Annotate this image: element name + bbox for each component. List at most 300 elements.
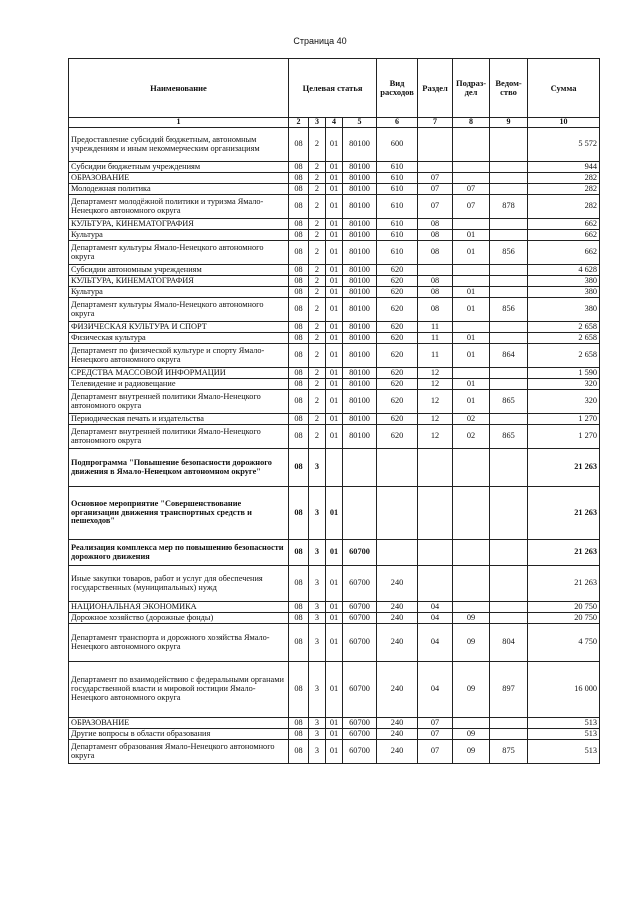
target-code-program-cell: 08 (289, 379, 309, 390)
target-code-subprogram-cell: 2 (309, 195, 326, 219)
table-row (69, 414, 600, 425)
department-cell (490, 184, 528, 195)
target-code-program-cell: 08 (289, 390, 309, 414)
subsection-cell: 02 (453, 414, 490, 425)
section-cell: 12 (418, 425, 453, 449)
department-cell (490, 287, 528, 298)
sum-cell: 513 (528, 729, 600, 740)
department-cell (490, 276, 528, 287)
target-code-program-cell: 08 (289, 219, 309, 230)
row-name-cell: Департамент молодёжной политики и туризма Ямало-Ненецкого автономного округа (69, 195, 289, 219)
target-code-subprogram-cell: 2 (309, 368, 326, 379)
subsection-cell: 01 (453, 333, 490, 344)
table-row (69, 241, 600, 265)
expense-kind-cell: 610 (377, 184, 418, 195)
target-code-direction-cell: 60700 (343, 662, 377, 718)
target-code-subprogram-cell: 2 (309, 265, 326, 276)
target-code-event-cell: 01 (326, 298, 343, 322)
subsection-cell: 07 (453, 195, 490, 219)
row-name-cell: Департамент по физической культуре и спорту Ямало-Ненецкого автономного округа (69, 344, 289, 368)
row-name-cell: Основное мероприятие "Совершенствование организации движения транспортных средств и пешеходов" (69, 487, 289, 540)
department-cell (490, 449, 528, 487)
subsection-cell (453, 265, 490, 276)
target-code-subprogram-cell: 2 (309, 390, 326, 414)
target-code-program-cell: 08 (289, 184, 309, 195)
section-cell: 08 (418, 219, 453, 230)
target-code-event-cell: 01 (326, 195, 343, 219)
target-code-subprogram-cell: 2 (309, 230, 326, 241)
subsection-cell (453, 540, 490, 566)
target-code-event-cell: 01 (326, 487, 343, 540)
expense-kind-cell: 240 (377, 662, 418, 718)
target-code-subprogram-cell: 2 (309, 425, 326, 449)
target-code-direction-cell: 80100 (343, 128, 377, 162)
target-code-subprogram-cell: 3 (309, 566, 326, 602)
target-code-direction-cell: 80100 (343, 333, 377, 344)
target-code-direction-cell: 80100 (343, 368, 377, 379)
column-number: 2 (289, 118, 309, 128)
sum-cell: 16 000 (528, 662, 600, 718)
target-code-subprogram-cell: 3 (309, 540, 326, 566)
row-name-cell: КУЛЬТУРА, КИНЕМАТОГРАФИЯ (69, 276, 289, 287)
department-cell: 856 (490, 298, 528, 322)
column-number: 10 (528, 118, 600, 128)
subsection-cell (453, 322, 490, 333)
row-name-cell: КУЛЬТУРА, КИНЕМАТОГРАФИЯ (69, 219, 289, 230)
section-cell: 08 (418, 276, 453, 287)
target-code-subprogram-cell: 2 (309, 219, 326, 230)
target-code-subprogram-cell: 3 (309, 602, 326, 613)
expense-kind-cell: 620 (377, 333, 418, 344)
section-cell: 04 (418, 624, 453, 662)
expense-kind-cell: 240 (377, 740, 418, 764)
table-row (69, 540, 600, 566)
target-code-event-cell: 01 (326, 322, 343, 333)
target-code-event-cell: 01 (326, 425, 343, 449)
subsection-cell: 01 (453, 230, 490, 241)
target-code-subprogram-cell: 3 (309, 662, 326, 718)
expense-kind-cell: 240 (377, 729, 418, 740)
target-code-event-cell: 01 (326, 230, 343, 241)
expense-kind-cell: 620 (377, 414, 418, 425)
target-code-program-cell: 08 (289, 718, 309, 729)
subsection-cell (453, 566, 490, 602)
column-number: 4 (326, 118, 343, 128)
expense-kind-cell: 610 (377, 173, 418, 184)
subsection-cell: 01 (453, 344, 490, 368)
table-row (69, 162, 600, 173)
target-code-program-cell: 08 (289, 265, 309, 276)
section-cell: 04 (418, 613, 453, 624)
table-body (69, 128, 600, 764)
target-code-event-cell: 01 (326, 184, 343, 195)
expense-kind-cell: 620 (377, 425, 418, 449)
table-row (69, 333, 600, 344)
section-cell: 07 (418, 718, 453, 729)
sum-cell: 380 (528, 276, 600, 287)
department-cell (490, 162, 528, 173)
section-cell (418, 449, 453, 487)
column-number: 9 (490, 118, 528, 128)
expense-kind-cell: 620 (377, 265, 418, 276)
target-code-subprogram-cell: 2 (309, 322, 326, 333)
expense-kind-cell: 620 (377, 322, 418, 333)
section-cell: 07 (418, 729, 453, 740)
sum-cell: 513 (528, 718, 600, 729)
department-cell (490, 718, 528, 729)
row-name-cell: ОБРАЗОВАНИЕ (69, 718, 289, 729)
department-cell: 865 (490, 390, 528, 414)
target-code-event-cell: 01 (326, 379, 343, 390)
table-row (69, 265, 600, 276)
section-cell: 12 (418, 390, 453, 414)
sum-cell: 662 (528, 241, 600, 265)
sum-cell: 2 658 (528, 322, 600, 333)
target-code-subprogram-cell: 2 (309, 344, 326, 368)
subsection-cell (453, 449, 490, 487)
target-code-event-cell: 01 (326, 241, 343, 265)
sum-cell: 944 (528, 162, 600, 173)
target-code-direction-cell: 80100 (343, 287, 377, 298)
column-number: 1 (69, 118, 289, 128)
section-cell: 07 (418, 184, 453, 195)
section-cell (418, 566, 453, 602)
expense-kind-cell: 620 (377, 298, 418, 322)
row-name-cell: ФИЗИЧЕСКАЯ КУЛЬТУРА И СПОРТ (69, 322, 289, 333)
table-row (69, 195, 600, 219)
sum-cell: 513 (528, 740, 600, 764)
subsection-cell: 01 (453, 379, 490, 390)
expense-kind-cell: 240 (377, 718, 418, 729)
expense-kind-cell: 610 (377, 219, 418, 230)
target-code-subprogram-cell: 2 (309, 276, 326, 287)
sum-cell: 282 (528, 173, 600, 184)
row-name-cell: Реализация комплекса мер по повышению безопасности дорожного движения (69, 540, 289, 566)
table-row (69, 566, 600, 602)
target-code-program-cell: 08 (289, 368, 309, 379)
target-code-direction-cell: 60700 (343, 740, 377, 764)
target-code-event-cell: 01 (326, 265, 343, 276)
sum-cell: 1 270 (528, 425, 600, 449)
expense-kind-cell: 610 (377, 230, 418, 241)
row-name-cell: Периодическая печать и издательства (69, 414, 289, 425)
target-code-direction-cell: 80100 (343, 322, 377, 333)
section-cell: 04 (418, 662, 453, 718)
target-code-event-cell: 01 (326, 740, 343, 764)
row-name-cell: Предоставление субсидий бюджетным, автономным учреждениям и иным некоммерческим организациям (69, 128, 289, 162)
sum-cell: 20 750 (528, 613, 600, 624)
subsection-cell: 01 (453, 241, 490, 265)
expense-kind-cell (377, 487, 418, 540)
department-cell: 875 (490, 740, 528, 764)
row-name-cell: Департамент образования Ямало-Ненецкого автономного округа (69, 740, 289, 764)
section-cell (418, 540, 453, 566)
table-row (69, 173, 600, 184)
header-section: Раздел (418, 59, 453, 118)
department-cell (490, 128, 528, 162)
target-code-program-cell: 08 (289, 487, 309, 540)
section-cell: 12 (418, 414, 453, 425)
expense-kind-cell: 610 (377, 241, 418, 265)
sum-cell: 21 263 (528, 449, 600, 487)
sum-cell: 21 263 (528, 540, 600, 566)
row-name-cell: Физическая культура (69, 333, 289, 344)
department-cell (490, 333, 528, 344)
department-cell: 864 (490, 344, 528, 368)
target-code-event-cell: 01 (326, 390, 343, 414)
table-row (69, 184, 600, 195)
subsection-cell (453, 368, 490, 379)
table-row (69, 613, 600, 624)
target-code-program-cell: 08 (289, 298, 309, 322)
expense-kind-cell: 620 (377, 379, 418, 390)
subsection-cell: 09 (453, 729, 490, 740)
expense-kind-cell: 620 (377, 344, 418, 368)
target-code-direction-cell: 80100 (343, 230, 377, 241)
target-code-direction-cell: 80100 (343, 344, 377, 368)
section-cell: 11 (418, 333, 453, 344)
target-code-event-cell: 01 (326, 729, 343, 740)
table-row (69, 287, 600, 298)
sum-cell: 21 263 (528, 566, 600, 602)
table-row (69, 298, 600, 322)
table-row (69, 322, 600, 333)
target-code-subprogram-cell: 2 (309, 333, 326, 344)
table-row (69, 718, 600, 729)
sum-cell: 1 270 (528, 414, 600, 425)
sum-cell: 2 658 (528, 344, 600, 368)
target-code-event-cell: 01 (326, 162, 343, 173)
table-row (69, 230, 600, 241)
table-row (69, 624, 600, 662)
target-code-program-cell: 08 (289, 624, 309, 662)
target-code-subprogram-cell: 3 (309, 449, 326, 487)
target-code-program-cell: 08 (289, 740, 309, 764)
target-code-subprogram-cell: 3 (309, 613, 326, 624)
department-cell (490, 219, 528, 230)
subsection-cell (453, 219, 490, 230)
target-code-subprogram-cell: 2 (309, 128, 326, 162)
target-code-direction-cell (343, 449, 377, 487)
target-code-direction-cell: 80100 (343, 184, 377, 195)
section-cell: 11 (418, 344, 453, 368)
target-code-subprogram-cell: 3 (309, 487, 326, 540)
subsection-cell (453, 162, 490, 173)
target-code-subprogram-cell: 2 (309, 241, 326, 265)
subsection-cell: 09 (453, 740, 490, 764)
target-code-event-cell: 01 (326, 613, 343, 624)
target-code-direction-cell: 80100 (343, 298, 377, 322)
subsection-cell: 07 (453, 184, 490, 195)
target-code-program-cell: 08 (289, 729, 309, 740)
subsection-cell: 01 (453, 298, 490, 322)
section-cell: 08 (418, 287, 453, 298)
sum-cell: 282 (528, 184, 600, 195)
row-name-cell: Департамент внутренней политики Ямало-Ненецкого автономного округа (69, 425, 289, 449)
subsection-cell: 02 (453, 425, 490, 449)
row-name-cell: Департамент внутренней политики Ямало-Ненецкого автономного округа (69, 390, 289, 414)
column-number-row (69, 118, 600, 128)
row-name-cell: Департамент культуры Ямало-Ненецкого автономного округа (69, 298, 289, 322)
sum-cell: 5 572 (528, 128, 600, 162)
target-code-event-cell: 01 (326, 540, 343, 566)
table-row (69, 602, 600, 613)
expense-kind-cell: 600 (377, 128, 418, 162)
target-code-direction-cell: 80100 (343, 241, 377, 265)
target-code-subprogram-cell: 2 (309, 162, 326, 173)
target-code-event-cell: 01 (326, 566, 343, 602)
target-code-direction-cell: 80100 (343, 425, 377, 449)
target-code-event-cell: 01 (326, 602, 343, 613)
row-name-cell: Департамент по взаимодействию с федеральными органами государственной власти и мировой юстиции Ямало-Ненецкого автономного округа (69, 662, 289, 718)
target-code-event-cell: 01 (326, 276, 343, 287)
target-code-program-cell: 08 (289, 173, 309, 184)
department-cell (490, 368, 528, 379)
header-name: Наименование (69, 59, 289, 118)
department-cell (490, 602, 528, 613)
section-cell (418, 162, 453, 173)
expense-kind-cell: 610 (377, 162, 418, 173)
target-code-program-cell: 08 (289, 602, 309, 613)
sum-cell: 20 750 (528, 602, 600, 613)
row-name-cell: Дорожное хозяйство (дорожные фонды) (69, 613, 289, 624)
row-name-cell: Департамент транспорта и дорожного хозяйства Ямало-Ненецкого автономного округа (69, 624, 289, 662)
target-code-event-cell: 01 (326, 624, 343, 662)
expense-kind-cell: 620 (377, 287, 418, 298)
target-code-event-cell: 01 (326, 718, 343, 729)
page-number-label: Страница 40 (293, 36, 347, 46)
section-cell: 12 (418, 379, 453, 390)
table-row (69, 276, 600, 287)
subsection-cell (453, 602, 490, 613)
subsection-cell (453, 128, 490, 162)
target-code-direction-cell: 80100 (343, 414, 377, 425)
table-row (69, 344, 600, 368)
sum-cell: 1 590 (528, 368, 600, 379)
target-code-program-cell: 08 (289, 613, 309, 624)
section-cell: 07 (418, 740, 453, 764)
expense-kind-cell: 620 (377, 276, 418, 287)
target-code-program-cell: 08 (289, 425, 309, 449)
sum-cell: 380 (528, 287, 600, 298)
department-cell: 856 (490, 241, 528, 265)
department-cell: 804 (490, 624, 528, 662)
department-cell (490, 173, 528, 184)
department-cell (490, 322, 528, 333)
table-row (69, 662, 600, 718)
target-code-event-cell: 01 (326, 128, 343, 162)
target-code-program-cell: 08 (289, 195, 309, 219)
table-row (69, 740, 600, 764)
table-row (69, 390, 600, 414)
header-sum: Сумма (528, 59, 600, 118)
row-name-cell: НАЦИОНАЛЬНАЯ ЭКОНОМИКА (69, 602, 289, 613)
table-row (69, 379, 600, 390)
table-row (69, 449, 600, 487)
target-code-event-cell: 01 (326, 344, 343, 368)
row-name-cell: Телевидение и радиовещание (69, 379, 289, 390)
expense-kind-cell (377, 540, 418, 566)
section-cell (418, 265, 453, 276)
department-cell (490, 540, 528, 566)
target-code-subprogram-cell: 2 (309, 379, 326, 390)
department-cell (490, 487, 528, 540)
header-target: Целевая статья (289, 59, 377, 118)
target-code-direction-cell: 60700 (343, 602, 377, 613)
row-name-cell: Другие вопросы в области образования (69, 729, 289, 740)
section-cell: 11 (418, 322, 453, 333)
target-code-event-cell: 01 (326, 333, 343, 344)
row-name-cell: Молодежная политика (69, 184, 289, 195)
expense-kind-cell: 620 (377, 368, 418, 379)
target-code-subprogram-cell: 2 (309, 173, 326, 184)
target-code-program-cell: 08 (289, 276, 309, 287)
target-code-direction-cell (343, 487, 377, 540)
department-cell (490, 230, 528, 241)
column-number: 6 (377, 118, 418, 128)
section-cell: 07 (418, 195, 453, 219)
subsection-cell (453, 487, 490, 540)
target-code-event-cell: 01 (326, 287, 343, 298)
subsection-cell: 09 (453, 624, 490, 662)
target-code-direction-cell: 80100 (343, 195, 377, 219)
column-number: 7 (418, 118, 453, 128)
target-code-program-cell: 08 (289, 449, 309, 487)
sum-cell: 662 (528, 219, 600, 230)
subsection-cell: 09 (453, 662, 490, 718)
target-code-subprogram-cell: 2 (309, 414, 326, 425)
table-row (69, 368, 600, 379)
target-code-event-cell: 01 (326, 368, 343, 379)
subsection-cell: 09 (453, 613, 490, 624)
table-row (69, 128, 600, 162)
department-cell (490, 566, 528, 602)
subsection-cell: 01 (453, 287, 490, 298)
target-code-program-cell: 08 (289, 230, 309, 241)
subsection-cell (453, 173, 490, 184)
expense-kind-cell: 240 (377, 624, 418, 662)
target-code-direction-cell: 80100 (343, 379, 377, 390)
row-name-cell: Департамент культуры Ямало-Ненецкого автономного округа (69, 241, 289, 265)
target-code-event-cell: 01 (326, 414, 343, 425)
target-code-program-cell: 08 (289, 344, 309, 368)
target-code-subprogram-cell: 3 (309, 718, 326, 729)
target-code-direction-cell: 80100 (343, 276, 377, 287)
section-cell: 08 (418, 230, 453, 241)
section-cell: 07 (418, 173, 453, 184)
target-code-event-cell: 01 (326, 173, 343, 184)
department-cell: 865 (490, 425, 528, 449)
sum-cell: 4 628 (528, 265, 600, 276)
expense-kind-cell: 240 (377, 613, 418, 624)
table-header-row (69, 59, 600, 118)
subsection-cell: 01 (453, 390, 490, 414)
expense-kind-cell: 240 (377, 566, 418, 602)
sum-cell: 21 263 (528, 487, 600, 540)
department-cell (490, 379, 528, 390)
section-cell: 08 (418, 241, 453, 265)
table-row (69, 729, 600, 740)
target-code-direction-cell: 80100 (343, 173, 377, 184)
subsection-cell (453, 276, 490, 287)
target-code-subprogram-cell: 2 (309, 298, 326, 322)
sum-cell: 4 750 (528, 624, 600, 662)
section-cell (418, 128, 453, 162)
header-subsection: Подраз-дел (453, 59, 490, 118)
section-cell: 08 (418, 298, 453, 322)
section-cell: 04 (418, 602, 453, 613)
sum-cell: 320 (528, 390, 600, 414)
